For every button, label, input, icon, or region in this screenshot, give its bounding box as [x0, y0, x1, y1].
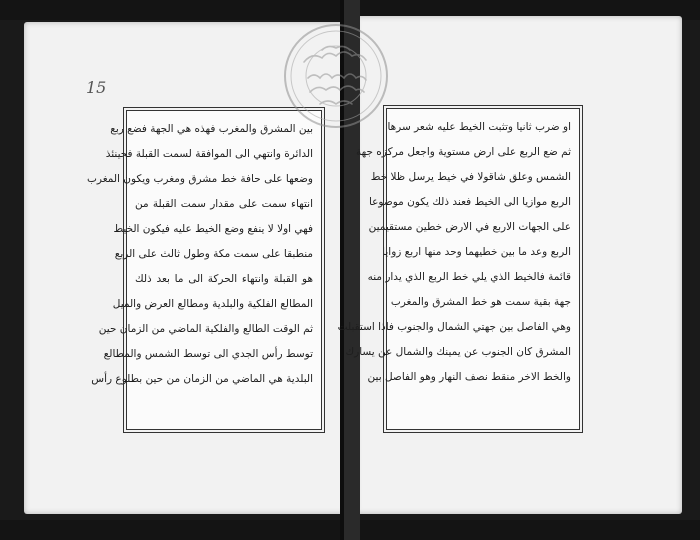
text-line: منطبقا على سمت مكة وطول ثالث على الربع — [114, 248, 313, 260]
text-line: البلدية هي الماضي من الزمان من حين بطلوع رأس — [91, 373, 313, 385]
text-line: الدائرة وانتهي الى الموافقة لسمت القبلة فحينئذ — [105, 148, 313, 160]
text-line: هو القبلة وانتهاء الحركة الى ما بعد ذلك — [135, 273, 313, 285]
text-line: قائمة فالخيط الذي يلي خط الربع الذي يدار منه — [367, 271, 571, 283]
text-line: المطالع الفلكية والبلدية ومطالع العرض والميل — [112, 298, 313, 310]
text-line: بين المشرق والمغرب فهذه هي الجهة فضع ربع — [110, 123, 313, 135]
text-line: جهة بقية سمت هو خط المشرق والمغرب — [390, 296, 571, 308]
text-line: ثم ضع الربع على ارض مستوية واجعل مركزه جهة — [355, 146, 571, 158]
folio-number: 15 — [86, 78, 107, 97]
text-line: وضعها على حافة خط مشرق ومغرب ويكون المغرب — [87, 173, 313, 185]
text-line: ثم الوقت الطالع والفلكية الماضي من الزمان حين — [98, 323, 313, 335]
text-line: او ضرب ثانيا وتثبت الخيط عليه شعر سرها — [387, 121, 571, 133]
text-line: المشرق كان الجنوب عن يمينك والشمال عن يسارك — [345, 346, 571, 358]
text-line: الشمس وعلق شاقولا في خيط يرسل ظلا خط — [370, 171, 571, 183]
text-line: انتهاء سمت على مقدار سمت القبلة من — [135, 198, 313, 210]
text-line: على الجهات الاربع في الارض خطين مستقيمين — [368, 221, 571, 233]
text-line: الربع وعد ما بين خطيهما وحد منها اربع زوايا — [382, 246, 571, 258]
library-stamp-icon — [282, 22, 390, 130]
text-line: والخط الاخر منقط نصف النهار وهو الفاصل بين — [367, 371, 571, 383]
text-line: فهي اولا لا ينفع وضع الخيط عليه فيكون الخيط — [113, 223, 313, 235]
left-text-block — [87, 110, 322, 430]
right-text-block — [337, 108, 580, 430]
text-line: توسط رأس الجدي الى توسط الشمس والمطالع — [103, 348, 313, 360]
text-line: وهي الفاصل بين جهتي الشمال والجنوب فاذا استقبلت — [337, 321, 571, 333]
text-line: الربع موازيا الى الخيط فعند ذلك يكون موضوعا — [368, 196, 571, 208]
